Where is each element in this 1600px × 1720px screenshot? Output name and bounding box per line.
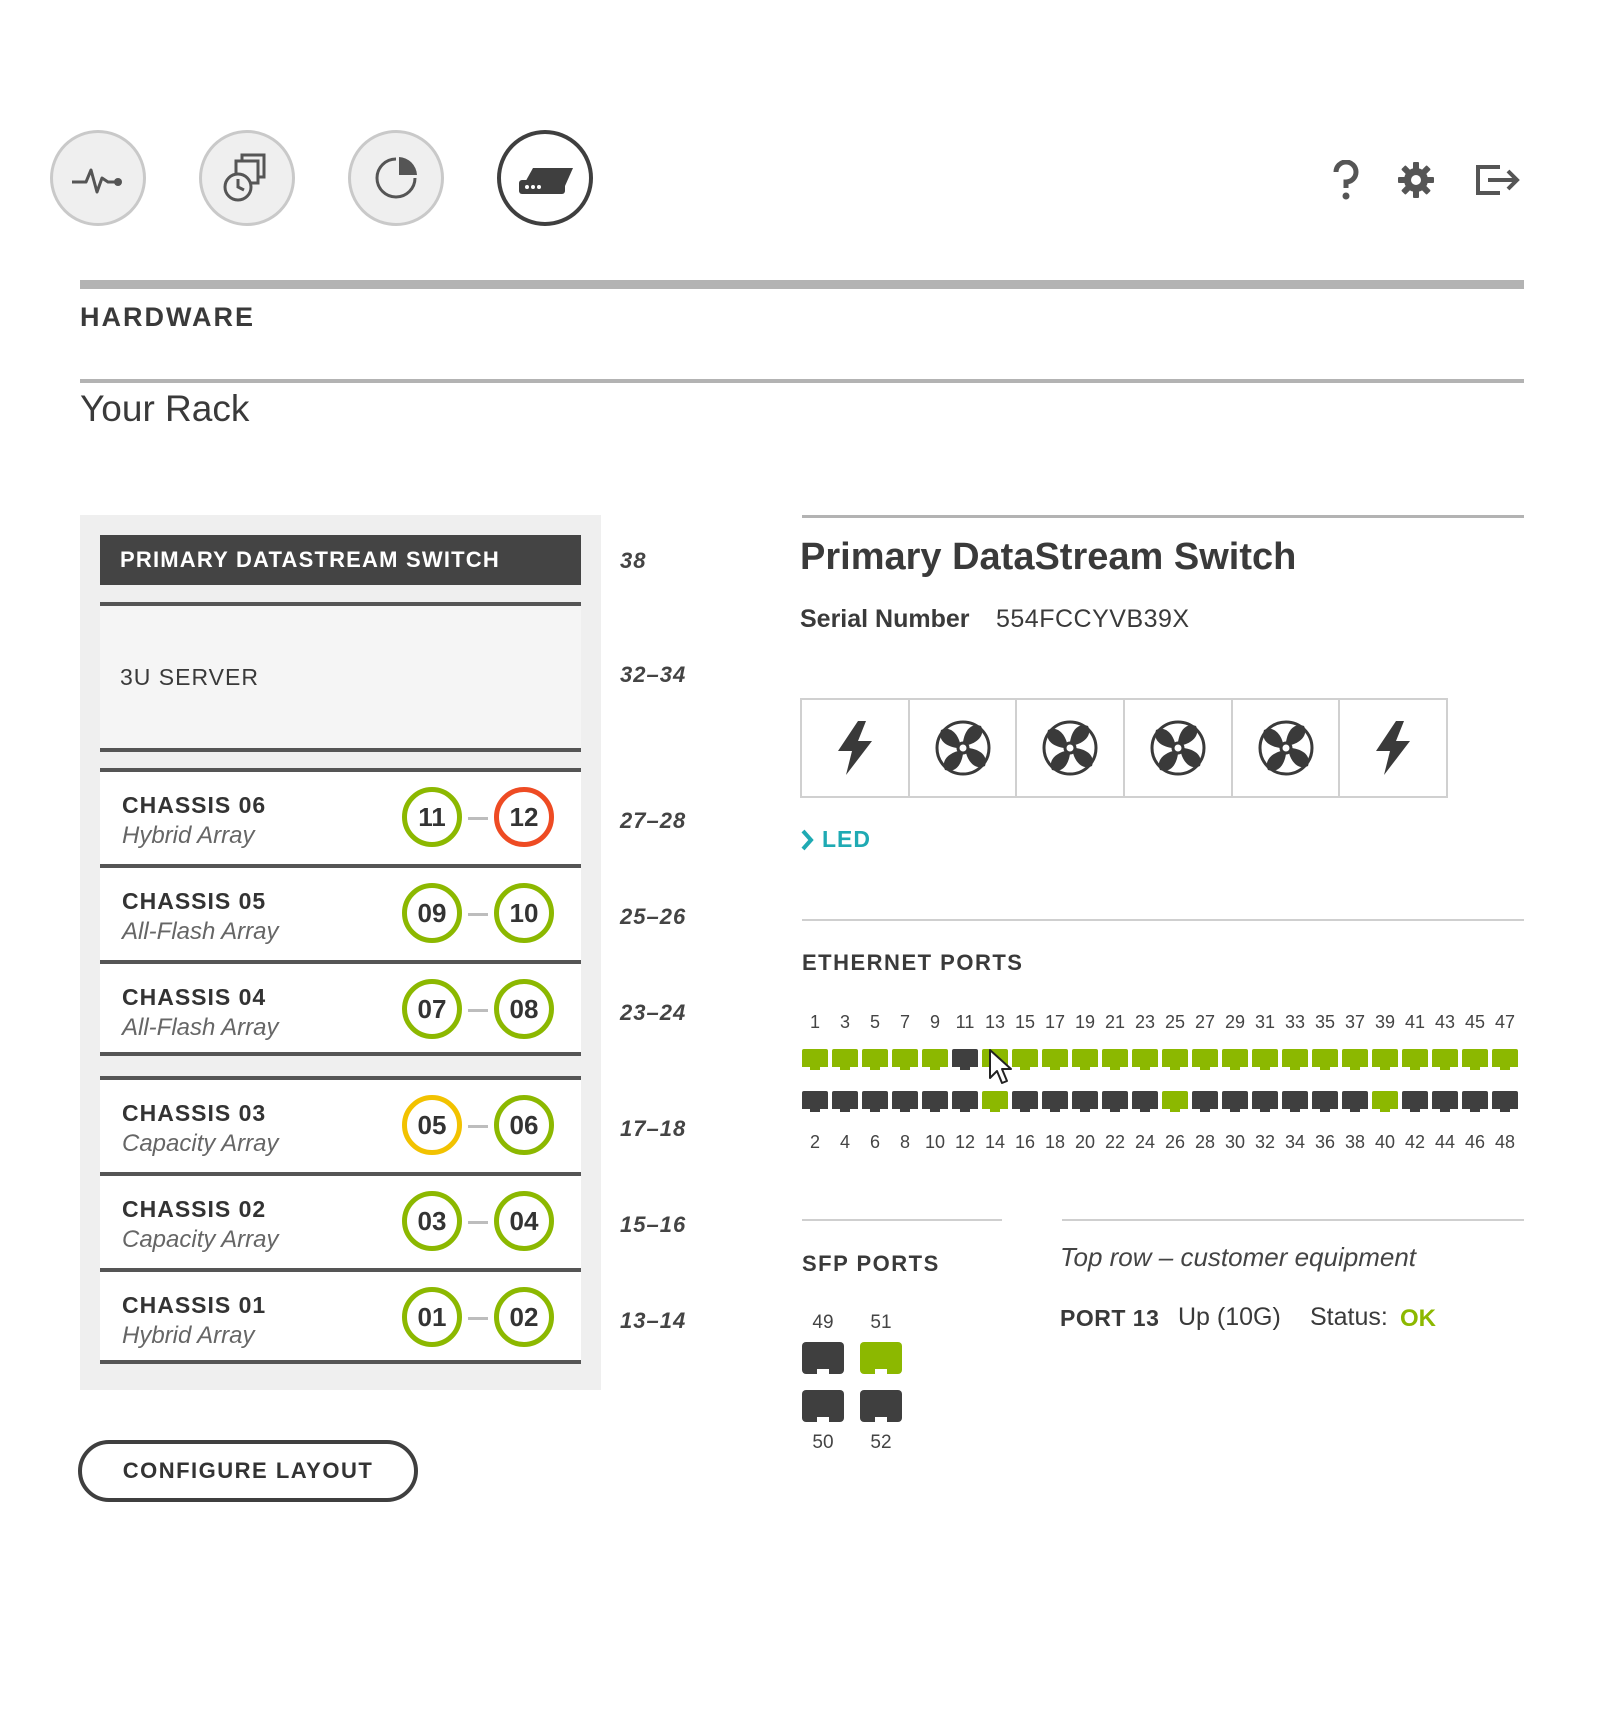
chassis-type: All-Flash Array <box>122 1014 279 1041</box>
ethernet-port[interactable] <box>1432 1091 1458 1109</box>
rack-slot-chassis[interactable] <box>100 768 581 864</box>
ethernet-port[interactable] <box>1312 1091 1338 1109</box>
node-badge[interactable]: 02 <box>494 1287 554 1347</box>
header-divider <box>80 280 1524 289</box>
sfp-ports-label: SFP PORTS <box>802 1251 940 1276</box>
port-number: 6 <box>869 1132 880 1152</box>
node-connector <box>468 1125 488 1128</box>
rack-slot-chassis[interactable] <box>100 960 581 1056</box>
ethernet-port[interactable] <box>1192 1049 1218 1067</box>
ethernet-port[interactable] <box>1042 1049 1068 1067</box>
ethernet-port[interactable] <box>1072 1091 1098 1109</box>
unit-label-chassis: 27–28 <box>620 808 687 833</box>
ethernet-port[interactable] <box>832 1091 858 1109</box>
fan-icon[interactable] <box>910 700 1018 796</box>
port-number: 39 <box>1374 1012 1396 1032</box>
fan-icon[interactable] <box>1125 700 1233 796</box>
chassis-name: CHASSIS 02 <box>122 1196 267 1222</box>
ethernet-port[interactable] <box>952 1049 978 1067</box>
port-number: 18 <box>1044 1132 1066 1152</box>
port-number: 1 <box>809 1012 820 1032</box>
chassis-name: CHASSIS 04 <box>122 984 267 1010</box>
component-status-row <box>800 698 1448 798</box>
serial-value: 554FCCYVB39X <box>996 605 1190 633</box>
node-badge[interactable]: 10 <box>494 883 554 943</box>
port-number: 43 <box>1434 1012 1456 1032</box>
node-connector <box>468 913 488 916</box>
fan-icon[interactable] <box>1017 700 1125 796</box>
sfp-port[interactable] <box>860 1342 902 1374</box>
sfp-port-number: 52 <box>870 1432 892 1453</box>
ethernet-port[interactable] <box>1192 1091 1218 1109</box>
hardware-drive-icon <box>513 156 577 200</box>
pie-chart-icon <box>371 153 421 203</box>
ethernet-port[interactable] <box>832 1049 858 1067</box>
port-number: 13 <box>984 1012 1006 1032</box>
ethernet-port[interactable] <box>922 1049 948 1067</box>
rack-slot-chassis[interactable] <box>100 1076 581 1172</box>
ethernet-port[interactable] <box>1102 1049 1128 1067</box>
port-number: 37 <box>1344 1012 1366 1032</box>
port-number: 15 <box>1014 1012 1036 1032</box>
ethernet-port[interactable] <box>1162 1049 1188 1067</box>
logout-icon[interactable] <box>1470 158 1526 202</box>
cursor-icon <box>988 1048 1014 1088</box>
node-badge[interactable]: 03 <box>402 1191 462 1251</box>
ethernet-port[interactable] <box>1132 1091 1158 1109</box>
ethernet-port[interactable] <box>982 1091 1008 1109</box>
chassis-type: Capacity Array <box>122 1130 279 1157</box>
ethernet-port[interactable] <box>1162 1091 1188 1109</box>
port-number: 12 <box>954 1132 976 1152</box>
ethernet-divider <box>802 919 1524 921</box>
ethernet-port[interactable] <box>1312 1049 1338 1067</box>
port-info-speed: Up (10G) <box>1178 1303 1281 1331</box>
ethernet-port[interactable] <box>1492 1091 1518 1109</box>
ethernet-port[interactable] <box>1462 1049 1488 1067</box>
port-info-note: Top row – customer equipment <box>1060 1242 1417 1272</box>
port-info-port: PORT 13 <box>1060 1305 1160 1331</box>
node-badge[interactable]: 05 <box>402 1095 462 1155</box>
port-number: 33 <box>1284 1012 1306 1032</box>
ethernet-port[interactable] <box>802 1091 828 1109</box>
ethernet-port[interactable] <box>892 1091 918 1109</box>
port-info-status-label: Status: <box>1310 1303 1388 1331</box>
server-label: 3U SERVER <box>120 663 259 690</box>
port-number: 30 <box>1224 1132 1246 1152</box>
ethernet-ports-label: ETHERNET PORTS <box>802 950 1024 975</box>
port-number: 11 <box>955 1012 975 1032</box>
ethernet-port[interactable] <box>1102 1091 1128 1109</box>
switch-label: PRIMARY DATASTREAM SWITCH <box>120 547 500 572</box>
port-number: 8 <box>899 1132 910 1152</box>
detail-title: Primary DataStream Switch <box>800 536 1297 578</box>
port-number: 5 <box>869 1012 880 1032</box>
chevron-right-icon <box>800 829 814 851</box>
port-number: 21 <box>1104 1012 1126 1032</box>
ethernet-port[interactable] <box>802 1049 828 1067</box>
port-number: 29 <box>1224 1012 1246 1032</box>
port-number: 16 <box>1014 1132 1036 1152</box>
ethernet-port[interactable] <box>1012 1091 1038 1109</box>
clock-stack-icon <box>220 151 274 205</box>
port-number: 44 <box>1434 1132 1456 1152</box>
port-number: 35 <box>1314 1012 1336 1032</box>
port-number: 14 <box>984 1132 1006 1152</box>
led-toggle[interactable] <box>800 826 871 853</box>
sfp-port-number: 49 <box>812 1312 834 1333</box>
unit-label-chassis: 15–16 <box>620 1212 687 1237</box>
nav-activity-button[interactable] <box>50 130 146 226</box>
port-number: 40 <box>1374 1132 1396 1152</box>
port-number: 42 <box>1404 1132 1426 1152</box>
node-connector <box>468 1317 488 1320</box>
pulse-icon <box>70 158 126 198</box>
rack-slot-chassis[interactable] <box>100 1172 581 1268</box>
unit-label-server: 32–34 <box>620 662 687 687</box>
port-number: 32 <box>1254 1132 1276 1152</box>
help-icon[interactable] <box>1318 158 1374 202</box>
sfp-port[interactable] <box>802 1390 844 1422</box>
port-number: 23 <box>1134 1012 1156 1032</box>
port-number: 27 <box>1194 1012 1216 1032</box>
ethernet-port[interactable] <box>1402 1091 1428 1109</box>
ethernet-port[interactable] <box>1072 1049 1098 1067</box>
detail-divider <box>802 515 1524 518</box>
chassis-type: All-Flash Array <box>122 918 279 945</box>
port-number: 22 <box>1104 1132 1126 1152</box>
chassis-name: CHASSIS 05 <box>122 888 267 914</box>
port-number: 3 <box>839 1012 850 1032</box>
node-connector <box>468 1221 488 1224</box>
port-number: 2 <box>809 1132 820 1152</box>
page-title: Your Rack <box>80 388 250 429</box>
chassis-type: Hybrid Array <box>122 1322 255 1349</box>
chassis-name: CHASSIS 01 <box>122 1292 267 1318</box>
node-badge[interactable]: 04 <box>494 1191 554 1251</box>
port-number: 24 <box>1134 1132 1156 1152</box>
node-badge[interactable]: 07 <box>402 979 462 1039</box>
ethernet-port[interactable] <box>1252 1091 1278 1109</box>
port-number: 26 <box>1164 1132 1186 1152</box>
power-icon[interactable] <box>802 700 910 796</box>
rack-slot-chassis[interactable] <box>100 864 581 960</box>
ethernet-port[interactable] <box>862 1091 888 1109</box>
port-number: 34 <box>1284 1132 1306 1152</box>
port-number: 36 <box>1314 1132 1336 1152</box>
led-label: LED <box>822 826 871 852</box>
port-number: 20 <box>1074 1132 1096 1152</box>
node-connector <box>468 817 488 820</box>
ethernet-port[interactable] <box>1282 1049 1308 1067</box>
ethernet-port[interactable] <box>1222 1049 1248 1067</box>
node-badge[interactable]: 12 <box>494 787 554 847</box>
ethernet-port[interactable] <box>1342 1091 1368 1109</box>
rack-slot-switch[interactable] <box>100 535 581 585</box>
sfp-port-number: 51 <box>870 1312 892 1333</box>
ethernet-port[interactable] <box>1252 1049 1278 1067</box>
ethernet-port[interactable] <box>892 1049 918 1067</box>
ethernet-port[interactable] <box>1372 1049 1398 1067</box>
node-badge[interactable]: 09 <box>402 883 462 943</box>
chassis-name: CHASSIS 03 <box>122 1100 267 1126</box>
sfp-port[interactable] <box>802 1342 844 1374</box>
chassis-name: CHASSIS 06 <box>122 792 267 818</box>
unit-label-chassis: 25–26 <box>620 904 687 929</box>
ethernet-port[interactable] <box>1342 1049 1368 1067</box>
fan-icon[interactable] <box>1233 700 1341 796</box>
port-number: 25 <box>1164 1012 1186 1032</box>
ethernet-port[interactable] <box>1012 1049 1038 1067</box>
rack-panel <box>80 515 601 1390</box>
ethernet-port[interactable] <box>1432 1049 1458 1067</box>
ethernet-port[interactable] <box>922 1091 948 1109</box>
node-connector <box>468 1009 488 1012</box>
port-number: 47 <box>1494 1012 1516 1032</box>
rack-slot-server[interactable] <box>100 602 581 752</box>
node-badge[interactable]: 01 <box>402 1287 462 1347</box>
port-number: 10 <box>924 1132 946 1152</box>
port-number: 31 <box>1254 1012 1276 1032</box>
nav-hardware-button[interactable] <box>497 130 593 226</box>
node-badge[interactable]: 08 <box>494 979 554 1039</box>
port-number: 38 <box>1344 1132 1366 1152</box>
ethernet-port[interactable] <box>1222 1091 1248 1109</box>
nav-history-button[interactable] <box>199 130 295 226</box>
ethernet-port[interactable] <box>1462 1091 1488 1109</box>
port-number: 19 <box>1074 1012 1096 1032</box>
serial-label: Serial Number <box>800 605 970 633</box>
port-number: 7 <box>899 1012 910 1032</box>
ethernet-port[interactable] <box>1492 1049 1518 1067</box>
ethernet-port[interactable] <box>1372 1091 1398 1109</box>
section-label: HARDWARE <box>80 302 255 332</box>
title-divider <box>80 379 1524 383</box>
ethernet-port[interactable] <box>1402 1049 1428 1067</box>
unit-label-chassis: 17–18 <box>620 1116 687 1141</box>
gear-icon[interactable] <box>1388 158 1444 202</box>
power-icon[interactable] <box>1340 700 1446 796</box>
sfp-divider <box>802 1219 1002 1221</box>
chassis-type: Capacity Array <box>122 1226 279 1253</box>
ethernet-port[interactable] <box>952 1091 978 1109</box>
rack-slot-chassis[interactable] <box>100 1268 581 1364</box>
info-divider <box>1062 1219 1524 1221</box>
port-number: 28 <box>1194 1132 1216 1152</box>
port-info-status-value: OK <box>1400 1305 1436 1332</box>
sfp-port-number: 50 <box>812 1432 834 1453</box>
ethernet-port[interactable] <box>1282 1091 1308 1109</box>
port-number: 4 <box>839 1132 850 1152</box>
unit-label-chassis: 23–24 <box>620 1000 687 1025</box>
unit-label-chassis: 13–14 <box>620 1308 687 1333</box>
port-number: 45 <box>1464 1012 1486 1032</box>
port-number: 48 <box>1494 1132 1516 1152</box>
ethernet-port[interactable] <box>1042 1091 1068 1109</box>
unit-label-switch: 38 <box>620 548 647 573</box>
sfp-port[interactable] <box>860 1390 902 1422</box>
port-number: 41 <box>1404 1012 1426 1032</box>
node-badge[interactable]: 11 <box>402 787 462 847</box>
configure-layout-button[interactable]: CONFIGURE LAYOUT <box>78 1440 418 1502</box>
node-badge[interactable]: 06 <box>494 1095 554 1155</box>
port-number: 46 <box>1464 1132 1486 1152</box>
ethernet-port[interactable] <box>862 1049 888 1067</box>
port-number: 17 <box>1044 1012 1066 1032</box>
port-number: 9 <box>929 1012 940 1032</box>
ethernet-port[interactable] <box>1132 1049 1158 1067</box>
chassis-type: Hybrid Array <box>122 822 255 849</box>
nav-capacity-button[interactable] <box>348 130 444 226</box>
